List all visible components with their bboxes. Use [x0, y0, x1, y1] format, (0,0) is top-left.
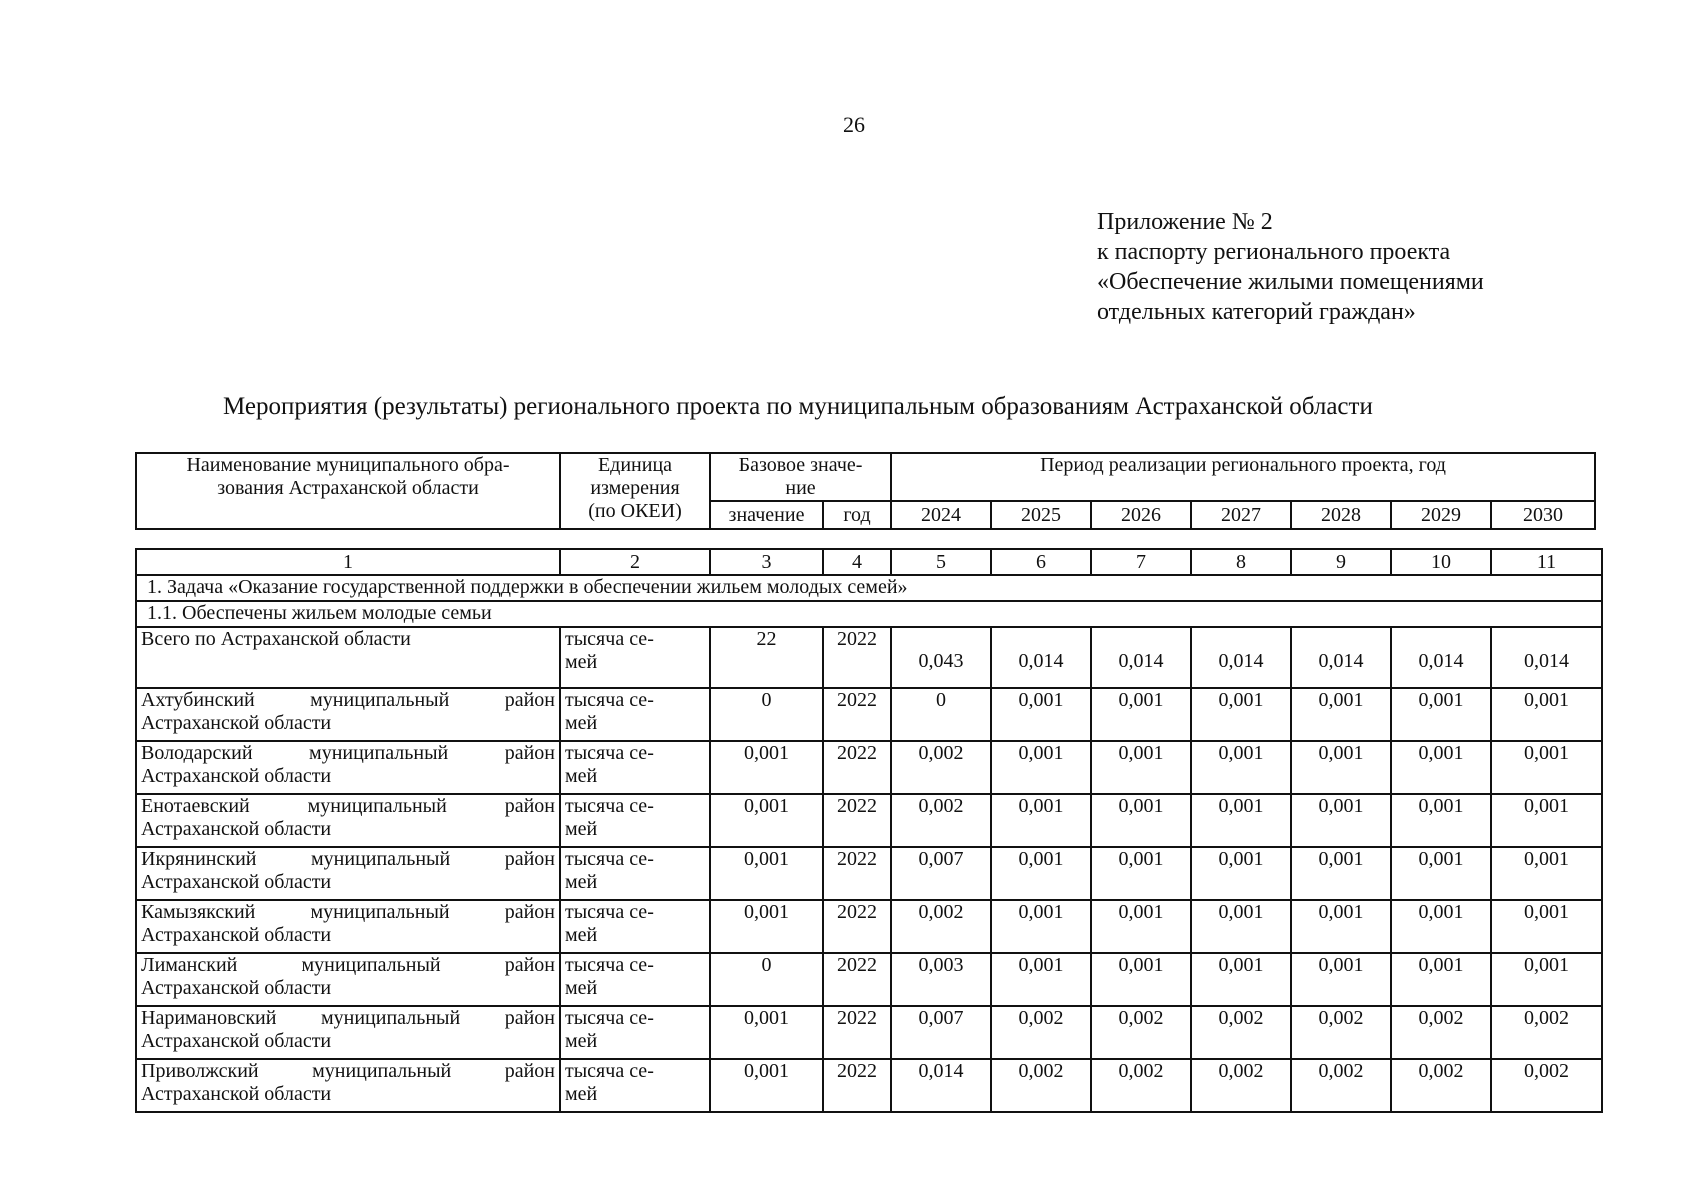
- table-row: [136, 688, 1602, 741]
- municipality-name: Наримановский муниципальный район Астраханской области: [136, 1006, 560, 1059]
- period-value: 0,001: [1191, 953, 1291, 1006]
- column-number: 3: [710, 549, 823, 575]
- unit-line: тысяча се-: [565, 795, 654, 817]
- period-value: 0,001: [1391, 741, 1491, 794]
- unit-cell: [560, 847, 710, 900]
- period-value: 0,001: [1391, 900, 1491, 953]
- base-value: 22: [710, 627, 823, 688]
- column-number-row: [136, 549, 1602, 575]
- period-value: 0,001: [991, 953, 1091, 1006]
- unit-line: мей: [565, 1030, 598, 1052]
- header-year: 2027: [1191, 501, 1291, 529]
- base-year: 2022: [823, 847, 891, 900]
- unit-cell: [560, 688, 710, 741]
- column-number: 7: [1091, 549, 1191, 575]
- period-value: 0,001: [1491, 688, 1602, 741]
- municipality-name: Всего по Астраханской области: [136, 627, 560, 688]
- unit-cell: [560, 900, 710, 953]
- unit-cell: [560, 627, 710, 688]
- period-value: 0,014: [1391, 627, 1491, 688]
- base-value: 0: [710, 688, 823, 741]
- unit-line: мей: [565, 871, 598, 893]
- column-number: 1: [136, 549, 560, 575]
- header-unit: [560, 453, 710, 529]
- base-year: 2022: [823, 1059, 891, 1112]
- unit-cell: [560, 794, 710, 847]
- period-value: 0,002: [891, 741, 991, 794]
- period-value: 0,002: [1491, 1006, 1602, 1059]
- municipality-name: Лиманский муниципальный район Астраханской области: [136, 953, 560, 1006]
- period-value: 0,001: [1391, 953, 1491, 1006]
- base-year: 2022: [823, 688, 891, 741]
- municipality-name: Приволжский муниципальный район Астраханской области: [136, 1059, 560, 1112]
- period-value: 0,043: [891, 627, 991, 688]
- header-name-line: Наименование муниципального обра-: [186, 454, 510, 476]
- unit-line: тысяча се-: [565, 1060, 654, 1082]
- period-value: 0,002: [1291, 1006, 1391, 1059]
- period-value: 0,007: [891, 1006, 991, 1059]
- period-value: 0,001: [1191, 847, 1291, 900]
- period-value: 0,001: [1391, 688, 1491, 741]
- base-value: 0: [710, 953, 823, 1006]
- period-value: 0,001: [1291, 847, 1391, 900]
- header-base-value: значение: [710, 501, 823, 529]
- period-value: 0,001: [1291, 953, 1391, 1006]
- base-value: 0,001: [710, 1059, 823, 1112]
- period-value: 0,001: [1291, 741, 1391, 794]
- appendix-note: [1097, 207, 1484, 327]
- appendix-line: к паспорту регионального проекта: [1097, 239, 1451, 265]
- table-row: [136, 953, 1602, 1006]
- unit-line: мей: [565, 818, 598, 840]
- base-value: 0,001: [710, 794, 823, 847]
- header-year: 2028: [1291, 501, 1391, 529]
- base-year: 2022: [823, 953, 891, 1006]
- unit-line: тысяча се-: [565, 954, 654, 976]
- header-unit-line: Единица: [597, 454, 673, 476]
- unit-cell: [560, 1059, 710, 1112]
- header-year: 2030: [1491, 501, 1595, 529]
- table-row: [136, 1006, 1602, 1059]
- task-title: 1. Задача «Оказание государственной поддержки в обеспечении жильем молодых семей»: [136, 575, 1602, 601]
- period-value: 0,001: [1091, 847, 1191, 900]
- column-number: 10: [1391, 549, 1491, 575]
- period-value: 0,002: [1391, 1006, 1491, 1059]
- period-value: 0,002: [991, 1006, 1091, 1059]
- period-value: 0,001: [1491, 741, 1602, 794]
- municipality-name: Камызякский муниципальный район Астраханской области: [136, 900, 560, 953]
- header-year: 2026: [1091, 501, 1191, 529]
- period-value: 0,001: [1191, 900, 1291, 953]
- period-value: 0,002: [1091, 1059, 1191, 1112]
- period-value: 0,001: [1391, 847, 1491, 900]
- header-base-line: Базовое значе-: [738, 454, 863, 476]
- period-value: 0,001: [991, 900, 1091, 953]
- header-base-line: ние: [785, 477, 816, 499]
- header-unit-line: измерения: [590, 477, 680, 499]
- base-value: 0,001: [710, 741, 823, 794]
- header-period: Период реализации регионального проекта, год: [891, 453, 1595, 501]
- period-value: 0,002: [1391, 1059, 1491, 1112]
- table-row: [136, 900, 1602, 953]
- task-row: [136, 575, 1602, 601]
- column-number: 6: [991, 549, 1091, 575]
- base-year: 2022: [823, 900, 891, 953]
- result-row: [136, 601, 1602, 627]
- unit-line: тысяча се-: [565, 689, 654, 711]
- period-value: 0,002: [1091, 1006, 1191, 1059]
- period-value: 0,001: [1091, 900, 1191, 953]
- period-value: 0,014: [1491, 627, 1602, 688]
- period-value: 0,001: [1091, 688, 1191, 741]
- table-body: [135, 548, 1603, 1113]
- period-value: 0,001: [1091, 741, 1191, 794]
- appendix-line: «Обеспечение жилыми помещениями: [1097, 269, 1484, 295]
- period-value: 0,001: [1291, 688, 1391, 741]
- column-number: 5: [891, 549, 991, 575]
- municipality-name: Икрянинский муниципальный район Астраханской области: [136, 847, 560, 900]
- period-value: 0,014: [891, 1059, 991, 1112]
- period-value: 0,001: [991, 741, 1091, 794]
- table-row: [136, 627, 1602, 688]
- base-value: 0,001: [710, 900, 823, 953]
- municipality-name: Володарский муниципальный район Астраханской области: [136, 741, 560, 794]
- municipality-name: Ахтубинский муниципальный район Астраханской области: [136, 688, 560, 741]
- column-number: 11: [1491, 549, 1602, 575]
- header-year: 2025: [991, 501, 1091, 529]
- unit-line: тысяча се-: [565, 628, 654, 650]
- period-value: 0,001: [1491, 900, 1602, 953]
- unit-line: тысяча се-: [565, 901, 654, 923]
- unit-line: мей: [565, 651, 598, 673]
- period-value: 0,002: [1491, 1059, 1602, 1112]
- column-number: 4: [823, 549, 891, 575]
- period-value: 0,001: [1191, 741, 1291, 794]
- period-value: 0,001: [1091, 953, 1191, 1006]
- result-title: 1.1. Обеспечены жильем молодые семьи: [136, 601, 1602, 627]
- period-value: 0,002: [891, 900, 991, 953]
- period-value: 0,001: [991, 847, 1091, 900]
- period-value: 0,014: [1091, 627, 1191, 688]
- column-number: 2: [560, 549, 710, 575]
- period-value: 0,014: [1291, 627, 1391, 688]
- unit-line: тысяча се-: [565, 742, 654, 764]
- appendix-line: отдельных категорий граждан»: [1097, 299, 1416, 325]
- period-value: 0,001: [1291, 900, 1391, 953]
- period-value: 0,001: [1491, 953, 1602, 1006]
- period-value: 0,014: [1191, 627, 1291, 688]
- period-value: 0,014: [991, 627, 1091, 688]
- unit-cell: [560, 1006, 710, 1059]
- unit-line: мей: [565, 1083, 598, 1105]
- base-year: 2022: [823, 1006, 891, 1059]
- base-year: 2022: [823, 794, 891, 847]
- period-value: 0: [891, 688, 991, 741]
- unit-line: тысяча се-: [565, 1007, 654, 1029]
- period-value: 0,002: [891, 794, 991, 847]
- base-value: 0,001: [710, 1006, 823, 1059]
- table-row: [136, 741, 1602, 794]
- header-base-year: год: [823, 501, 891, 529]
- unit-cell: [560, 741, 710, 794]
- period-value: 0,007: [891, 847, 991, 900]
- period-value: 0,001: [1491, 847, 1602, 900]
- unit-line: тысяча се-: [565, 848, 654, 870]
- unit-line: мей: [565, 712, 598, 734]
- period-value: 0,001: [991, 794, 1091, 847]
- table-row: [136, 794, 1602, 847]
- header-unit-line: (по ОКЕИ): [588, 500, 682, 522]
- header-name-line: зования Астраханской области: [217, 477, 479, 499]
- table-row: [136, 1059, 1602, 1112]
- period-value: 0,001: [1291, 794, 1391, 847]
- period-value: 0,003: [891, 953, 991, 1006]
- table-header: [135, 452, 1596, 530]
- table-row: [136, 847, 1602, 900]
- base-value: 0,001: [710, 847, 823, 900]
- header-year: 2029: [1391, 501, 1491, 529]
- municipality-name: Енотаевский муниципальный район Астраханской области: [136, 794, 560, 847]
- period-value: 0,002: [1191, 1006, 1291, 1059]
- unit-cell: [560, 953, 710, 1006]
- period-value: 0,002: [1191, 1059, 1291, 1112]
- period-value: 0,001: [1191, 794, 1291, 847]
- header-base: [710, 453, 891, 501]
- period-value: 0,002: [991, 1059, 1091, 1112]
- period-value: 0,001: [1191, 688, 1291, 741]
- column-number: 8: [1191, 549, 1291, 575]
- header-name: [136, 453, 560, 529]
- appendix-line: Приложение № 2: [1097, 209, 1273, 235]
- base-year: 2022: [823, 741, 891, 794]
- unit-line: мей: [565, 924, 598, 946]
- column-number: 9: [1291, 549, 1391, 575]
- base-year: 2022: [823, 627, 891, 688]
- unit-line: мей: [565, 765, 598, 787]
- page-number: 26: [843, 112, 865, 137]
- header-year: 2024: [891, 501, 991, 529]
- period-value: 0,001: [1491, 794, 1602, 847]
- period-value: 0,002: [1291, 1059, 1391, 1112]
- period-value: 0,001: [991, 688, 1091, 741]
- period-value: 0,001: [1391, 794, 1491, 847]
- unit-line: мей: [565, 977, 598, 999]
- period-value: 0,001: [1091, 794, 1191, 847]
- document-title: Мероприятия (результаты) регионального проекта по муниципальным образованиям Астраханской области: [223, 393, 1373, 420]
